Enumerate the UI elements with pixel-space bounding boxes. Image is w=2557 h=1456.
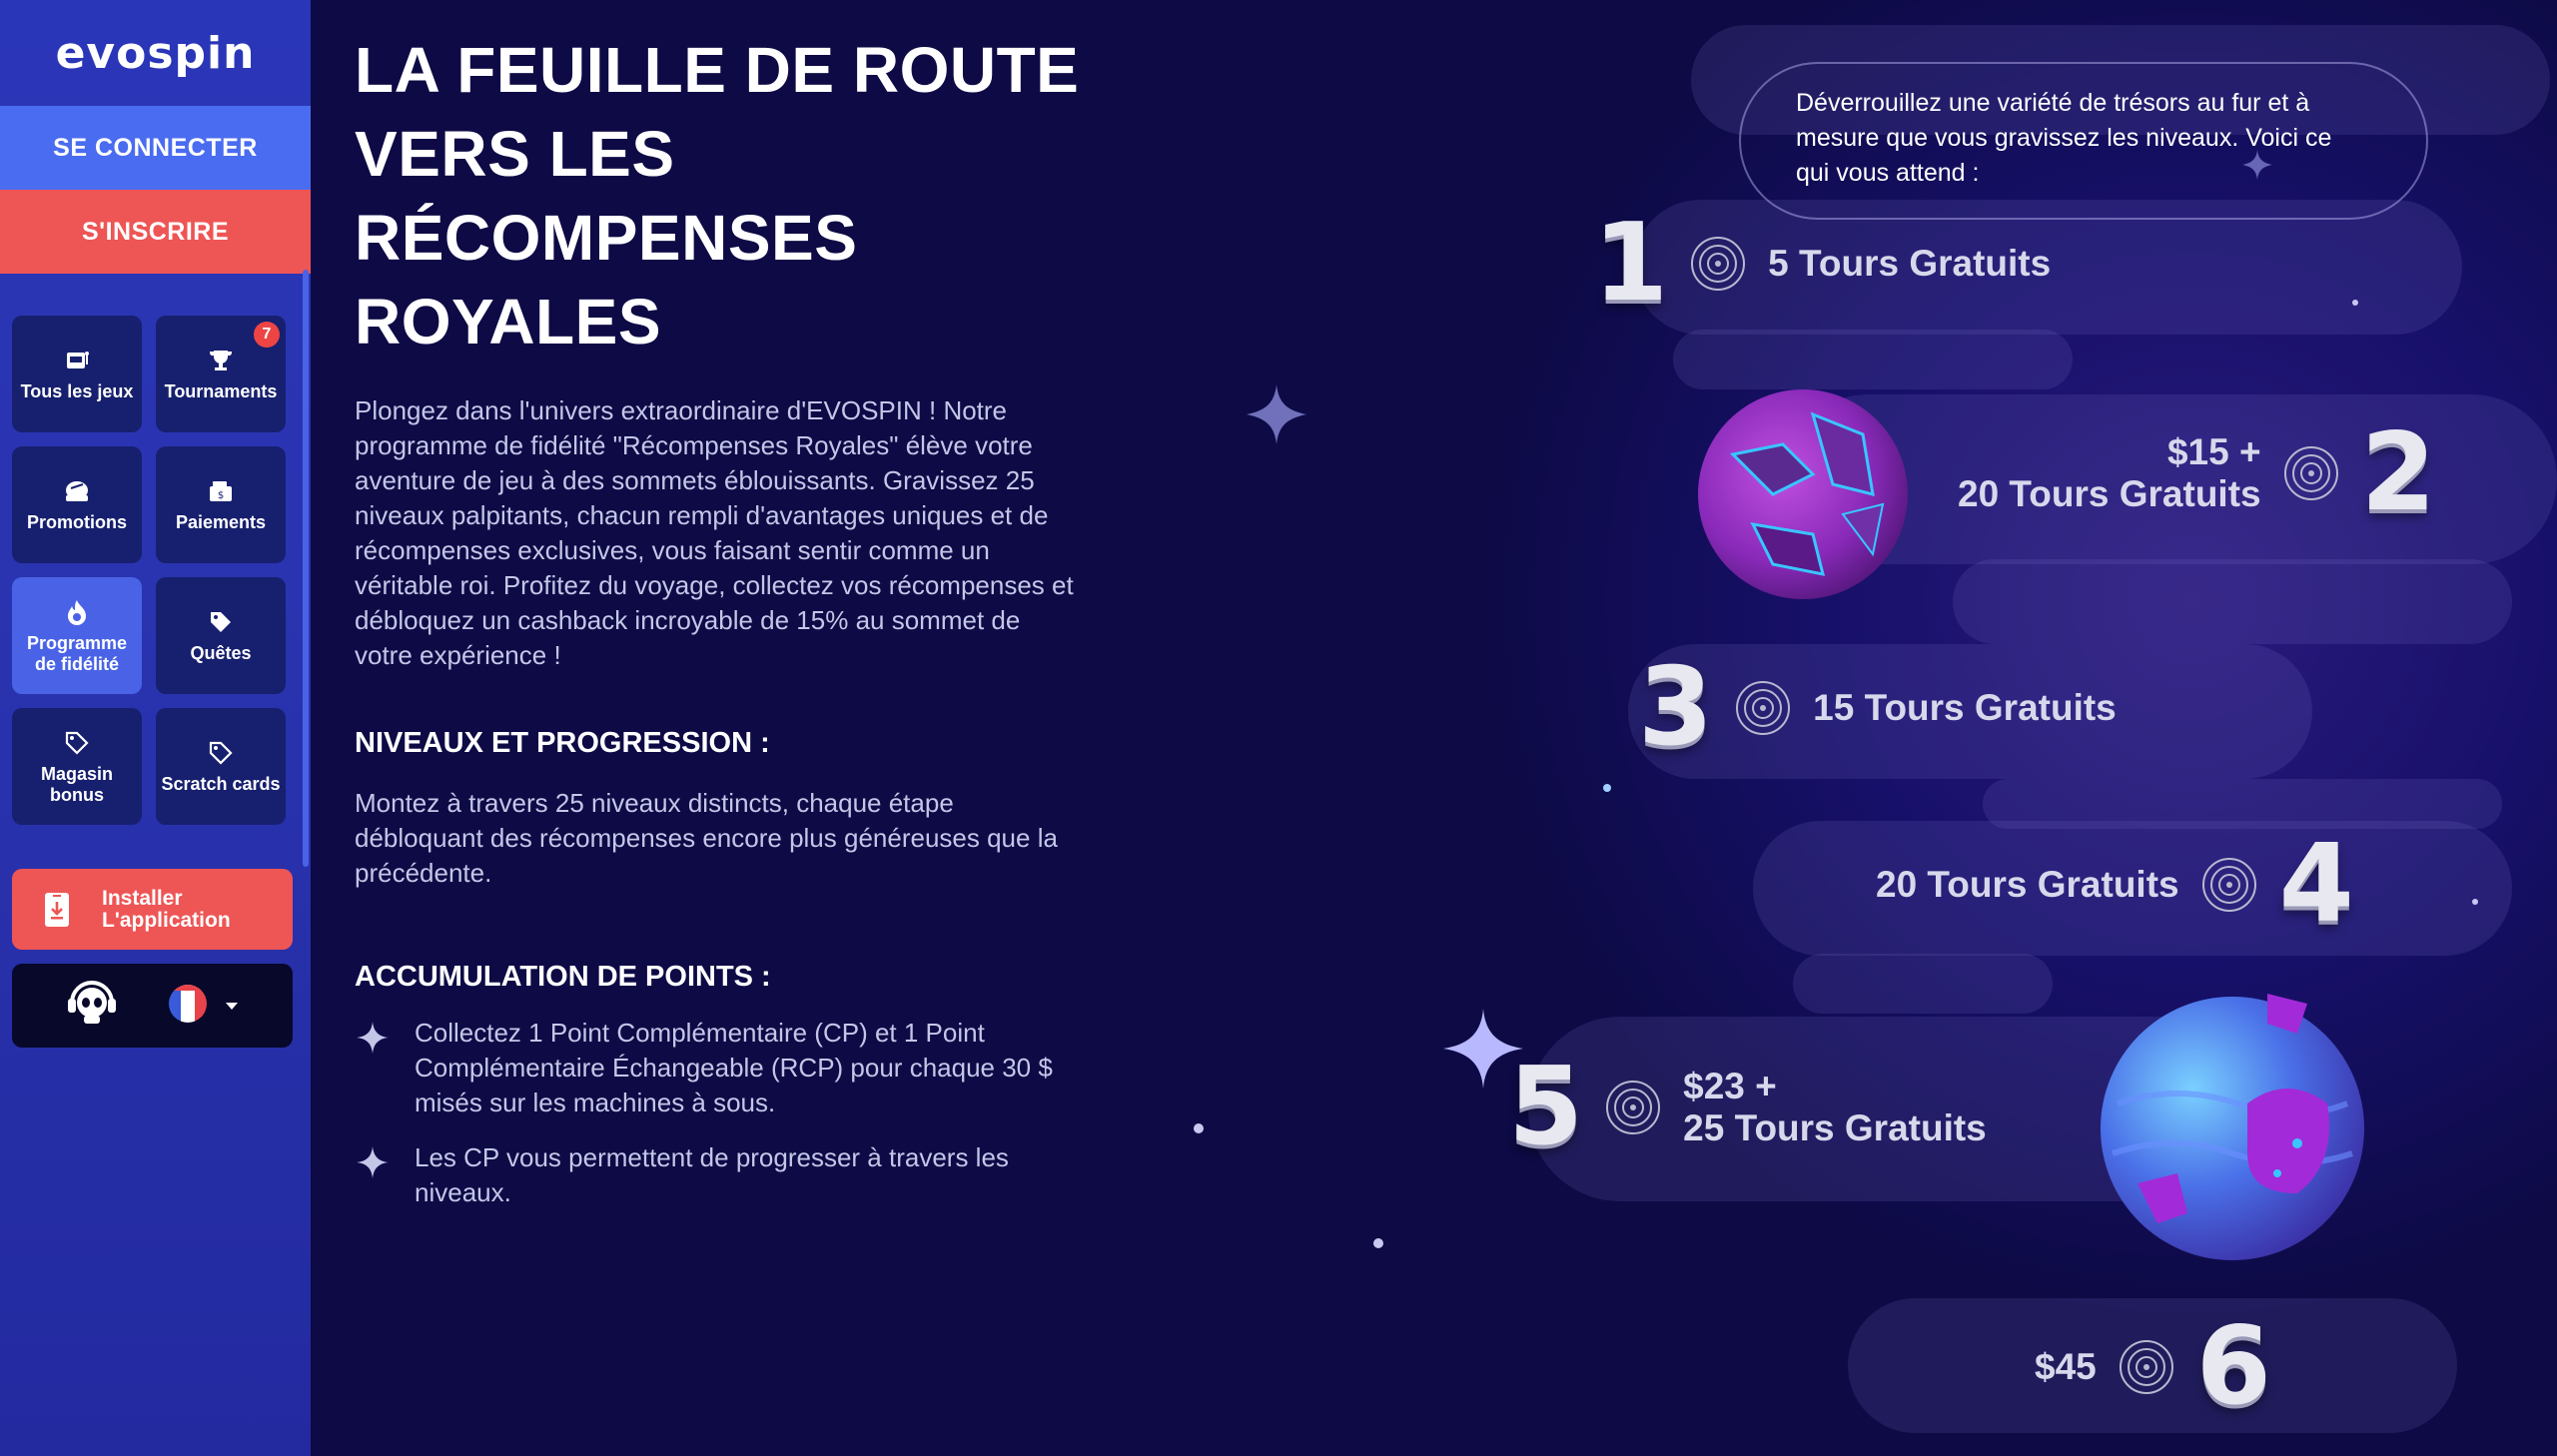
logo-container bbox=[0, 0, 311, 106]
support-agent-icon[interactable] bbox=[66, 981, 118, 1031]
section-title-points: ACCUMULATION DE POINTS : bbox=[355, 961, 771, 993]
level-reward: 15 Tours Gratuits bbox=[1813, 687, 2117, 728]
nav-tile-bonus-shop[interactable] bbox=[12, 708, 142, 825]
nav-tile-payments[interactable] bbox=[156, 446, 286, 563]
level-number: 3 bbox=[1638, 645, 1714, 770]
sidebar bbox=[0, 0, 311, 1456]
main-content bbox=[355, 0, 1094, 1230]
trophy-icon bbox=[206, 346, 236, 375]
nav-tile-loyalty[interactable] bbox=[12, 577, 142, 694]
cloud-decoration bbox=[1793, 954, 2053, 1014]
wallet-icon bbox=[206, 476, 236, 506]
language-selector[interactable] bbox=[167, 983, 239, 1029]
level-number: 5 bbox=[1508, 1045, 1584, 1169]
points-list bbox=[355, 1016, 1094, 1210]
tag-outline-icon bbox=[206, 738, 236, 768]
list-item-text: Collectez 1 Point Complémentaire (CP) et 1 Point Complémentaire Échangeable (RCP) pour chaque 30 $ misés sur les machines à sous. bbox=[415, 1018, 1053, 1117]
intro-paragraph: Plongez dans l'univers extraordinaire d'EVOSPIN ! Notre programme de fidélité "Récompenses Royales" élève votre aventure de jeu à des sommets éblouissants. Gravissez 25 niveaux palpitants, chacun rempli d'avantages uniques et de récompenses exclusives, vous faisant sentir comme un véritable roi. Profitez du voyage, collectez vos récompenses et débloquez un cashback incroyable de 15% au sommet de votre expérience ! bbox=[355, 395, 1074, 670]
target-icon bbox=[1735, 680, 1791, 736]
gift-icon bbox=[62, 476, 92, 506]
tag-outline-icon bbox=[62, 728, 92, 758]
level-reward: 20 Tours Gratuits bbox=[1876, 864, 2179, 905]
star-dot bbox=[1194, 1123, 1204, 1133]
notification-badge: 7 bbox=[254, 322, 280, 348]
target-icon bbox=[1605, 1080, 1661, 1135]
target-icon bbox=[2283, 445, 2339, 501]
nav-tile-tournaments[interactable] bbox=[156, 316, 286, 432]
target-icon bbox=[1690, 236, 1746, 292]
tag-icon bbox=[206, 607, 236, 637]
sparkle-icon bbox=[1247, 384, 1306, 448]
star-dot bbox=[1373, 1238, 1383, 1248]
signup-button[interactable]: S'INSCRIRE bbox=[0, 190, 311, 274]
sparkle-icon bbox=[355, 1020, 391, 1056]
nav-tiles bbox=[12, 316, 288, 825]
nav-tile-label: Tournaments bbox=[164, 381, 278, 401]
target-icon bbox=[2201, 857, 2257, 913]
level-reward: $15 + 20 Tours Gratuits bbox=[1958, 431, 2261, 514]
install-app-button[interactable] bbox=[12, 869, 293, 950]
france-flag-icon bbox=[167, 983, 209, 1029]
level-reward: 5 Tours Gratuits bbox=[1768, 243, 2052, 284]
bottom-bar bbox=[12, 964, 293, 1048]
level-number: 1 bbox=[1593, 201, 1669, 326]
nav-tile-all-games[interactable] bbox=[12, 316, 142, 432]
svg-text:$: $ bbox=[217, 490, 225, 501]
cloud-decoration bbox=[1953, 559, 2512, 644]
blue-planet-image bbox=[2098, 984, 2377, 1277]
roadmap-intro-bubble: Déverrouillez une variété de trésors au fur et à mesure que vous gravissez les niveaux. Voici ce qui vous attend : bbox=[1739, 62, 2428, 220]
section-title-levels: NIVEAUX ET PROGRESSION : bbox=[355, 727, 770, 759]
login-button[interactable]: SE CONNECTER bbox=[0, 106, 311, 190]
page-title: LA FEUILLE DE ROUTE VERS LES RÉCOMPENSES ROYALES bbox=[355, 34, 1080, 358]
level-number: 2 bbox=[2360, 410, 2436, 535]
star-dot bbox=[2472, 899, 2478, 905]
rewards-roadmap bbox=[1094, 0, 2557, 1456]
nav-tile-label: Tous les jeux bbox=[20, 381, 134, 401]
nav-tile-label: Programme de fidélité bbox=[26, 632, 128, 674]
level-1 bbox=[1593, 201, 2052, 326]
sidebar-scrollbar[interactable] bbox=[303, 270, 309, 867]
nav-tile-quests[interactable] bbox=[156, 577, 286, 694]
nav-tile-label: Scratch cards bbox=[161, 774, 281, 794]
level-number: 6 bbox=[2195, 1304, 2271, 1429]
level-3 bbox=[1638, 645, 2117, 770]
nav-tile-label: Promotions bbox=[26, 512, 127, 532]
cloud-decoration bbox=[1673, 330, 2073, 389]
list-item-text: Les CP vous permettent de progresser à travers les niveaux. bbox=[415, 1142, 1009, 1207]
install-app-label: Installer L'application bbox=[102, 886, 231, 932]
nav-tile-scratch-cards[interactable] bbox=[156, 708, 286, 825]
level-5 bbox=[1508, 1045, 1987, 1169]
list-item bbox=[355, 1016, 1094, 1120]
level-4 bbox=[1876, 822, 2354, 947]
purple-planet-image bbox=[1693, 384, 1913, 608]
nav-tile-promotions[interactable] bbox=[12, 446, 142, 563]
level-6 bbox=[2035, 1304, 2271, 1429]
logo[interactable]: evospin bbox=[55, 27, 256, 79]
level-number: 4 bbox=[2278, 822, 2354, 947]
sparkle-icon bbox=[355, 1144, 391, 1180]
star-dot bbox=[1603, 784, 1611, 792]
star-dot bbox=[2352, 300, 2358, 306]
flame-icon bbox=[62, 597, 92, 627]
slot-machine-icon bbox=[62, 346, 92, 375]
level-reward: $23 + 25 Tours Gratuits bbox=[1683, 1066, 1987, 1148]
target-icon bbox=[2119, 1339, 2174, 1395]
section-text-levels: Montez à travers 25 niveaux distincts, chaque étape débloquant des récompenses encore plus généreuses que la précédente. bbox=[355, 788, 1058, 888]
nav-tile-label: Paiements bbox=[175, 512, 267, 532]
level-2 bbox=[1958, 410, 2436, 535]
phone-download-icon bbox=[42, 892, 72, 928]
nav-tile-label: Magasin bonus bbox=[40, 763, 114, 805]
list-item bbox=[355, 1140, 1094, 1210]
level-reward: $45 bbox=[2035, 1346, 2097, 1387]
chevron-down-icon bbox=[225, 997, 239, 1016]
nav-tile-label: Quêtes bbox=[190, 643, 252, 663]
